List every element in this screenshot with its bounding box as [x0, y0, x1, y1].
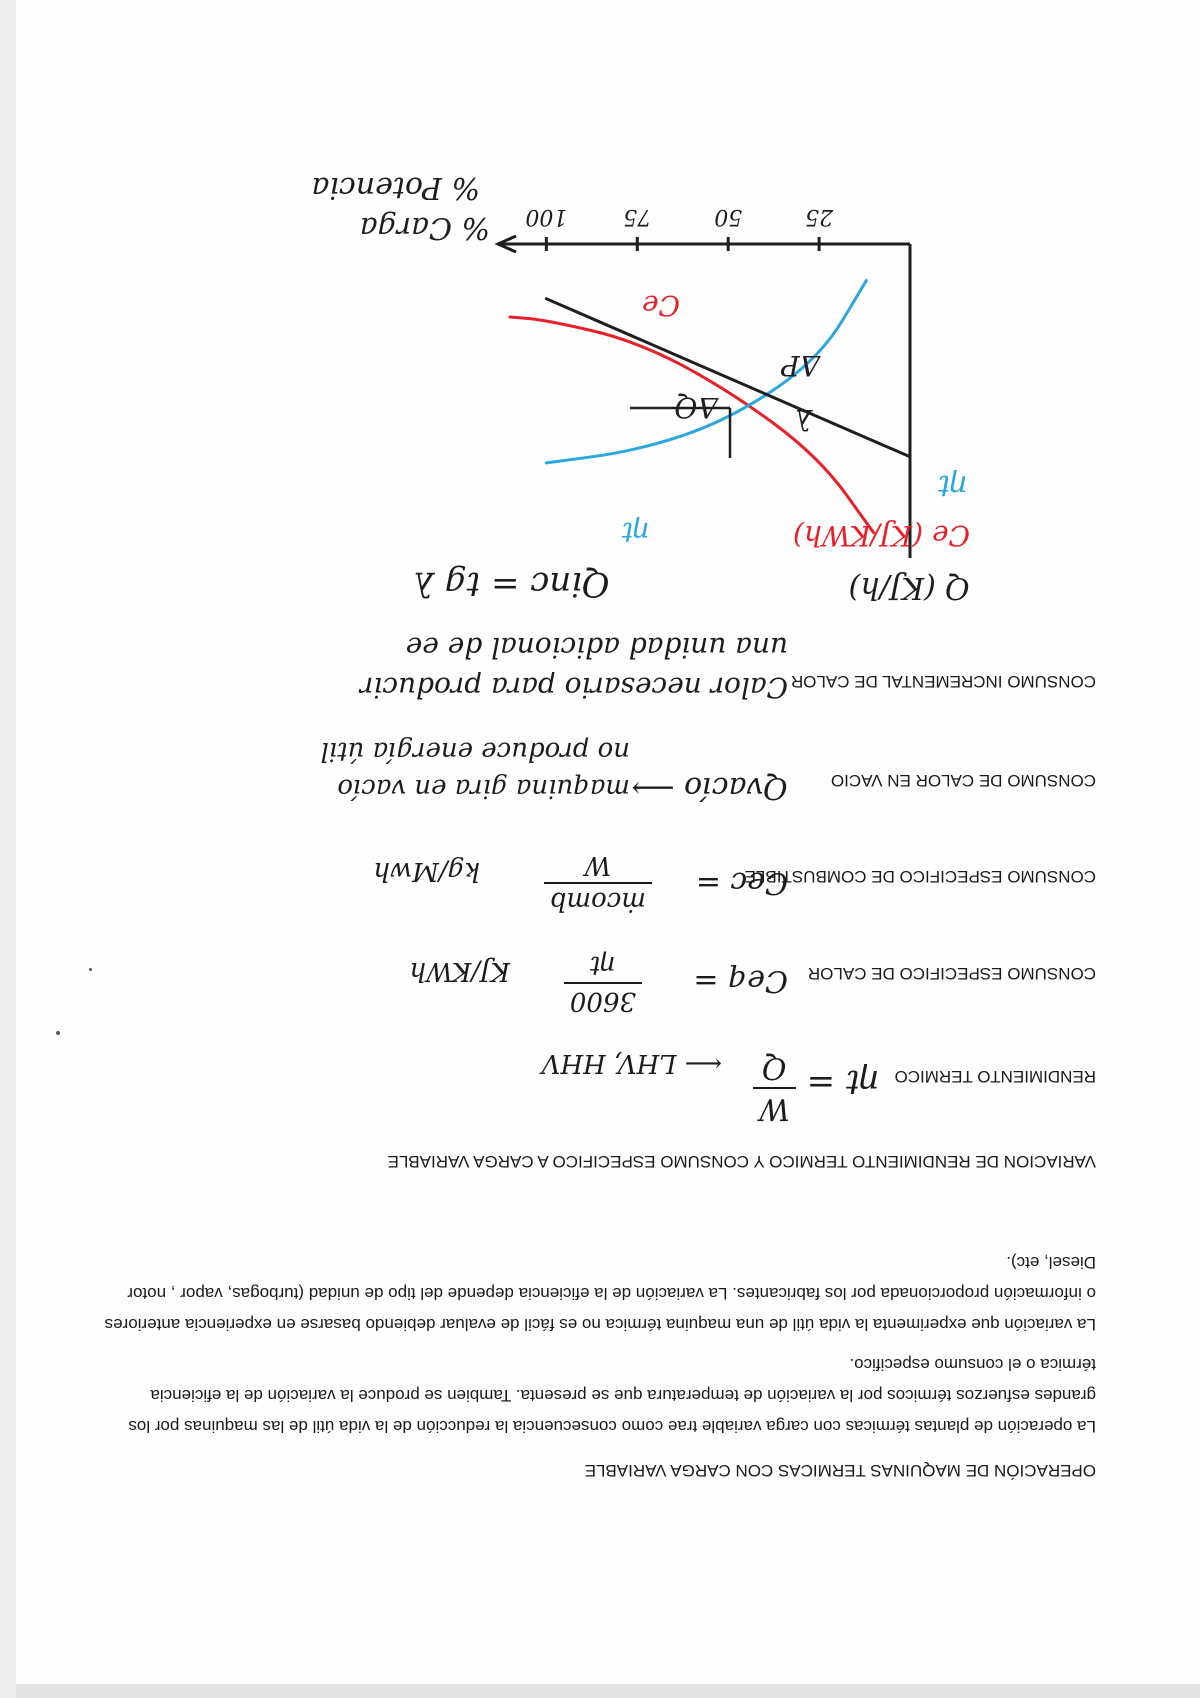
qvacio-formula: Qvacío ⟶ — [631, 770, 788, 805]
document-title: OPERACIÓN DE MAQUINAS TERMICAS CON CARGA VARIABLE — [584, 1461, 1096, 1480]
cec-numerator: ṁcomb — [544, 882, 652, 916]
label-consumo-especifico-combustible: CONSUMO ESPECIFICO DE COMBUSTIBLE — [744, 867, 1096, 886]
cec-units: kg/Mwh — [373, 856, 480, 886]
ce-axis-label: Ce (KJ/KWh) — [792, 519, 970, 552]
eta-formula-lhs: ηt = — [806, 1062, 880, 1102]
x-tick-label: 25 — [805, 204, 834, 229]
qinc-note-2: una unidad adicional de ee — [405, 631, 788, 664]
eta-curve-label: ηt — [621, 516, 650, 549]
label-consumo-calor-vacio: CONSUMO DE CALOR EN VACIO — [830, 771, 1096, 790]
page-speck — [56, 1031, 60, 1035]
eta-numerator: W — [753, 1087, 796, 1126]
cec-denominator: W — [584, 850, 612, 880]
qinc-note-1: Calor necesario para producir — [360, 671, 788, 704]
paragraph-1: La operación de plantas térmicas con carga variable trae como consecuencia la reducción de la vida útil de las maquinas por los grandes esfuerzos térmicos por la variación de temperatura que se presenta. Tambien se produce la variación de la eficiencia térmica o el consumo especifico. — [128, 1355, 1096, 1436]
ceq-formula-lhs: Ceq = — [693, 963, 788, 998]
ceq-numerator: 3600 — [564, 982, 642, 1016]
series-line-2 — [546, 299, 910, 457]
page-speck-2 — [89, 968, 92, 971]
eta-note: ⟵ LHV, HHV — [541, 1048, 722, 1078]
x-tick-label: 75 — [623, 204, 652, 229]
label-rendimiento-termico: RENDIMIENTO TERMICO — [894, 1067, 1096, 1086]
ceq-denominator: ηt — [589, 950, 616, 980]
ceq-units: KJ/KWh — [409, 956, 510, 986]
x-tick-label: 50 — [714, 204, 743, 229]
x-axis-label: % Carga — [359, 210, 490, 245]
qinc-formula: Qinc = tg λ — [412, 564, 610, 604]
ce-curve-label: Ce — [642, 289, 680, 322]
x-tick-label: 100 — [525, 204, 568, 229]
eta-axis-label: ηt — [937, 468, 968, 503]
paragraph-2: La variación que experimenta la vida útil de una maquina térmica no es fácil de evaluar debiendo basarse en experiencia anteriores o información proporcionada por los fabricantes. La variación de la eficiencia depende del tipo de unidad (turbogas, vapor , notor Diesel, etc). — [104, 1253, 1096, 1334]
x-axis-label: % Potencia — [311, 170, 480, 205]
y-axis-label: Q (KJ/h) — [848, 570, 970, 605]
label-consumo-especifico-calor: CONSUMO ESPECIFICO DE CALOR — [807, 964, 1096, 983]
qvacio-note-1: maquina gira en vacío — [337, 773, 630, 803]
eta-denominator: Q — [762, 1050, 787, 1085]
lambda-label: λ — [794, 403, 812, 436]
qvacio-note-2: no produce energía útil — [320, 736, 630, 766]
cec-formula-lhs: Cec = — [695, 865, 788, 900]
section-title: VARIACION DE RENDIMIENTO TERMICO Y CONSUMO ESPECIFICO A CARGA VARIABLE — [387, 1152, 1096, 1171]
delta-p-label: ΔP — [780, 349, 820, 382]
delta-q-label: ΔQ — [674, 391, 718, 424]
label-consumo-incremental-calor: CONSUMO INCREMENTAL DE CALOR — [790, 672, 1096, 691]
